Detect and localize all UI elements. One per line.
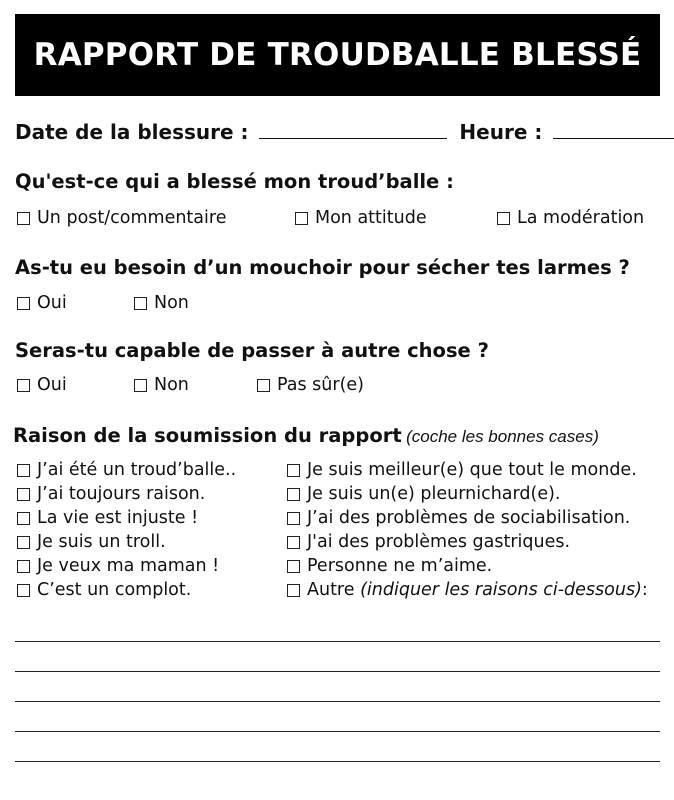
checkbox-reason-5[interactable] [17, 556, 219, 576]
form-title: RAPPORT DE TROUDBALLE BLESSÉ [33, 37, 642, 73]
checkbox-reason-6[interactable] [17, 580, 191, 600]
checkbox-icon [17, 584, 30, 597]
option-label: Non [154, 375, 189, 395]
option-label: Je suis un(e) pleurnichard(e). [307, 484, 561, 504]
checkbox-icon [287, 560, 300, 573]
writing-line-4[interactable] [15, 731, 660, 732]
option-colon: : [641, 580, 648, 600]
checkbox-icon [17, 297, 30, 310]
checkbox-icon [17, 512, 30, 525]
title-banner [15, 14, 660, 96]
option-label: Pas sûr(e) [277, 375, 364, 395]
option-hint: (indiquer les raisons ci-dessous) [360, 580, 642, 600]
checkbox-reason-4[interactable] [17, 532, 166, 552]
checkbox-icon [497, 212, 510, 225]
checkbox-icon [17, 488, 30, 501]
checkbox-reason-1[interactable] [17, 460, 236, 480]
checkbox-option-post[interactable] [17, 208, 226, 228]
checkbox-icon [17, 536, 30, 549]
option-label: J'ai des problèmes gastriques. [307, 532, 571, 552]
option-label: J’ai des problèmes de sociabilisation. [307, 508, 631, 528]
date-time-row [15, 120, 674, 144]
question-reason-hint: (coche les bonnes cases) [406, 427, 599, 446]
checkbox-reason-10[interactable] [287, 532, 570, 552]
checkbox-reason-11[interactable] [287, 556, 492, 576]
question-reason-row [13, 424, 599, 447]
option-label: Un post/commentaire [37, 208, 227, 228]
writing-line-1[interactable] [15, 641, 660, 642]
checkbox-reason-2[interactable] [17, 484, 205, 504]
checkbox-icon [17, 379, 30, 392]
checkbox-icon [287, 512, 300, 525]
option-label: Oui [37, 293, 67, 313]
question-reason: Raison de la soumission du rapport [13, 424, 402, 447]
checkbox-move-on-yes[interactable] [17, 375, 67, 395]
question-tissue: As-tu eu besoin d’un mouchoir pour sécher tes larmes ? [15, 256, 630, 279]
option-label: Mon attitude [315, 208, 427, 228]
writing-line-3[interactable] [15, 701, 660, 702]
option-label: Non [154, 293, 189, 313]
option-label: La modération [517, 208, 645, 228]
question-injury-cause: Qu'est-ce qui a blessé mon troud’balle : [15, 170, 454, 193]
checkbox-icon [287, 488, 300, 501]
checkbox-reason-9[interactable] [287, 508, 630, 528]
checkbox-reason-7[interactable] [287, 460, 637, 480]
checkbox-icon [17, 464, 30, 477]
option-label: Personne ne m’aime. [307, 556, 493, 576]
option-label: Je suis meilleur(e) que tout le monde. [307, 460, 637, 480]
checkbox-tissue-no[interactable] [134, 293, 189, 313]
checkbox-icon [287, 536, 300, 549]
writing-line-2[interactable] [15, 671, 660, 672]
checkbox-option-attitude[interactable] [295, 208, 427, 228]
checkbox-icon [295, 212, 308, 225]
checkbox-tissue-yes[interactable] [17, 293, 67, 313]
checkbox-move-on-unsure[interactable] [257, 375, 364, 395]
checkbox-reason-3[interactable] [17, 508, 198, 528]
checkbox-icon [134, 379, 147, 392]
writing-line-5[interactable] [15, 761, 660, 762]
option-label: Autre [307, 580, 355, 600]
option-label: J’ai été un troud’balle.. [37, 460, 237, 480]
checkbox-icon [287, 584, 300, 597]
date-label: Date de la blessure : [15, 120, 249, 144]
checkbox-move-on-no[interactable] [134, 375, 189, 395]
question-move-on: Seras-tu capable de passer à autre chose ? [15, 339, 489, 362]
checkbox-icon [17, 560, 30, 573]
date-field[interactable] [259, 138, 447, 139]
checkbox-option-moderation[interactable] [497, 208, 644, 228]
checkbox-reason-other[interactable] [287, 580, 648, 600]
option-label: J’ai toujours raison. [37, 484, 206, 504]
option-label: C’est un complot. [37, 580, 192, 600]
option-label: Je veux ma maman ! [37, 556, 220, 576]
time-label: Heure : [459, 120, 543, 144]
option-label: Je suis un troll. [37, 532, 166, 552]
option-label: La vie est injuste ! [37, 508, 199, 528]
option-label: Oui [37, 375, 67, 395]
checkbox-icon [287, 464, 300, 477]
checkbox-icon [17, 212, 30, 225]
checkbox-icon [134, 297, 147, 310]
checkbox-reason-8[interactable] [287, 484, 561, 504]
time-field[interactable] [553, 138, 674, 139]
checkbox-icon [257, 379, 270, 392]
